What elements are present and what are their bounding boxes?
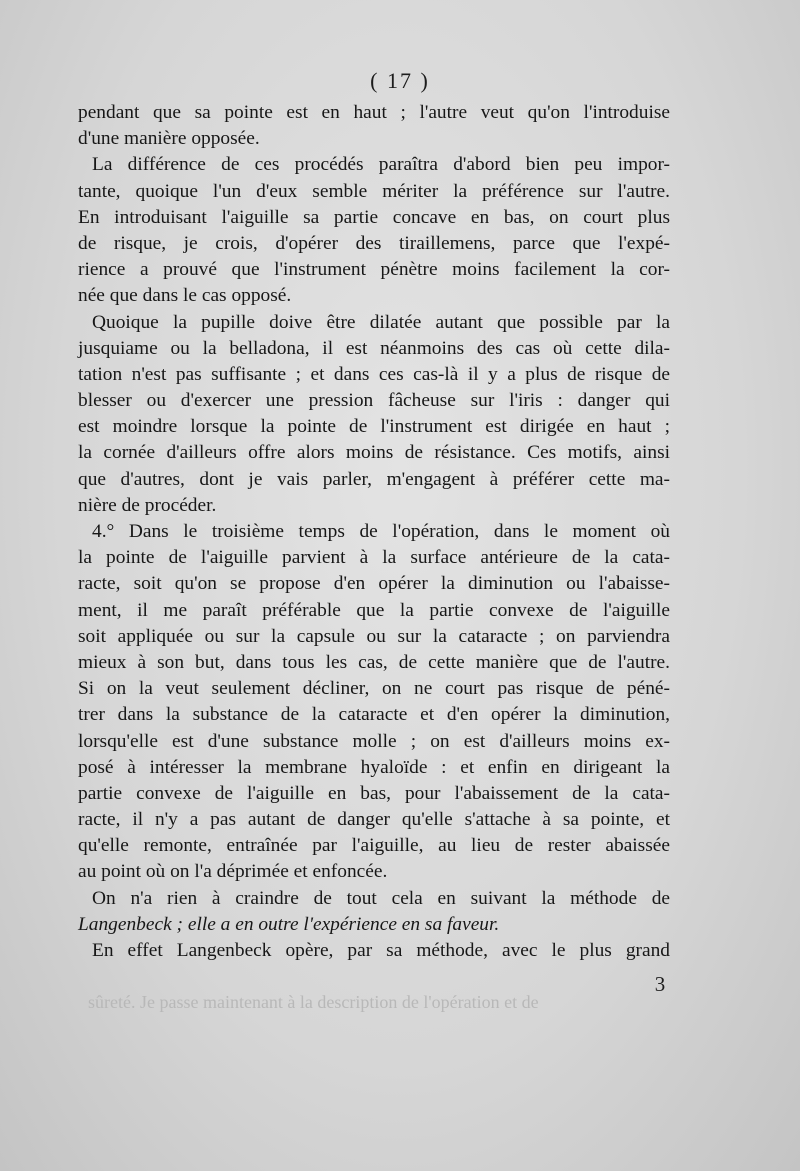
text-line: d'une manière opposée. bbox=[78, 128, 260, 150]
page-body bbox=[78, 100, 670, 964]
text-line: En effet Langenbeck opère, par sa méthode, avec le plus grand bbox=[92, 940, 670, 961]
text-line: racte, il n'y a pas autant de danger qu'elle s'attache à sa pointe, et bbox=[78, 809, 670, 831]
page-number: ( 17 ) bbox=[370, 68, 430, 93]
signature-mark: 3 bbox=[654, 972, 666, 996]
text-line: 4.° Dans le troisième temps de l'opération, dans le moment où bbox=[92, 521, 670, 542]
text-line: tante, quoique l'un d'eux semble mériter la préférence sur l'autre. bbox=[78, 180, 670, 202]
text-line: pendant que sa pointe est en haut ; l'autre veut qu'on l'introduise bbox=[78, 102, 670, 123]
text-line: partie convexe de l'aiguille en bas, pour l'abaissement de la cata- bbox=[78, 782, 670, 804]
bleed-through-text: sûreté. Je passe maintenant à la description de l'opération et de bbox=[88, 992, 539, 1012]
text-line: lorsqu'elle est d'une substance molle ; on est d'ailleurs moins ex- bbox=[78, 730, 670, 752]
text-line: trer dans la substance de la cataracte et d'en opérer la diminution, bbox=[78, 704, 670, 726]
text-line: ment, il me paraît préférable que la partie convexe de l'aiguille bbox=[78, 599, 670, 621]
text-line: posé à intéresser la membrane hyaloïde : et enfin en dirigeant la bbox=[78, 756, 670, 778]
text-line: la cornée d'ailleurs offre alors moins de résistance. Ces motifs, ainsi bbox=[78, 442, 670, 464]
text-line: de risque, je crois, d'opérer des tiraillemens, parce que l'expé- bbox=[78, 232, 670, 254]
text-line: soit appliquée ou sur la capsule ou sur la cataracte ; on parviendra bbox=[78, 625, 670, 647]
text-line: jusquiame ou la belladona, il est néanmoins des cas où cette dila- bbox=[78, 337, 670, 359]
text-line: née que dans le cas opposé. bbox=[78, 285, 292, 307]
text-line: On n'a rien à craindre de tout cela en suivant la méthode de bbox=[92, 887, 670, 909]
text-line: La différence de ces procédés paraîtra d'abord bien peu impor- bbox=[92, 154, 670, 176]
text-line: nière de procéder. bbox=[78, 494, 217, 516]
text-line: mieux à son but, dans tous les cas, de cette manière que de l'autre. bbox=[78, 651, 670, 673]
text-line: Si on la veut seulement décliner, on ne court pas risque de péné- bbox=[78, 678, 670, 700]
text-line: blesser ou d'exercer une pression fâcheuse sur l'iris : danger qui bbox=[78, 390, 670, 412]
text-line: au point où on l'a déprimée et enfoncée. bbox=[78, 861, 388, 883]
text-line: rience a prouvé que l'instrument pénètre moins facilement la cor- bbox=[78, 259, 670, 281]
text-line: Quoique la pupille doive être dilatée autant que possible par la bbox=[92, 311, 670, 333]
text-line: Langenbeck ; elle a en outre l'expérience en sa faveur. bbox=[78, 913, 500, 935]
text-line: racte, soit qu'on se propose d'en opérer la diminution ou l'abaisse- bbox=[78, 573, 670, 595]
text-line: tation n'est pas suffisante ; et dans ces cas-là il y a plus de risque de bbox=[78, 363, 670, 385]
text-line: qu'elle remonte, entraînée par l'aiguille, au lieu de rester abaissée bbox=[78, 835, 670, 857]
text-line: est moindre lorsque la pointe de l'instrument est dirigée en haut ; bbox=[78, 416, 670, 438]
text-line: que d'autres, dont je vais parler, m'engagent à préférer cette ma- bbox=[78, 468, 670, 490]
text-line: En introduisant l'aiguille sa partie concave en bas, on court plus bbox=[78, 206, 670, 228]
text-line: la pointe de l'aiguille parvient à la surface antérieure de la cata- bbox=[78, 547, 670, 569]
